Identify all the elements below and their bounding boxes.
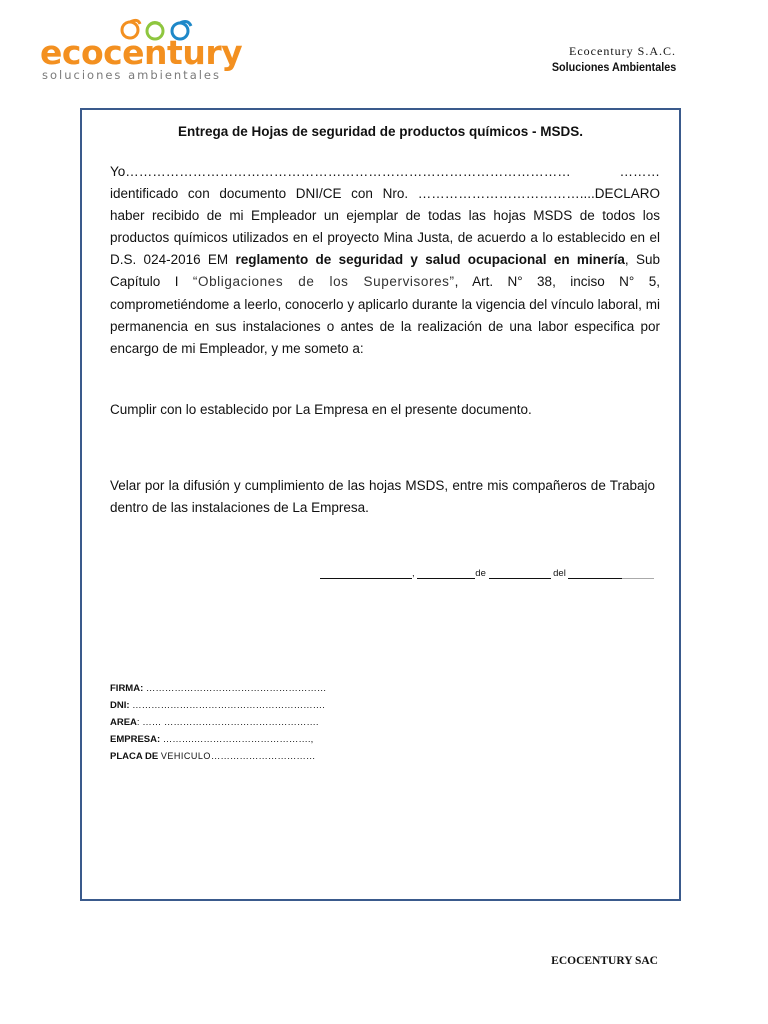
form-frame xyxy=(80,108,681,901)
place-blank[interactable] xyxy=(320,569,412,579)
empresa-label: EMPRESA: xyxy=(110,734,161,745)
regulation-name: reglamento de seguridad y salud ocupacional en minería xyxy=(235,252,625,268)
logo-wordmark: ecocentury xyxy=(40,33,243,72)
empresa-row[interactable] xyxy=(110,731,326,748)
year-blank-cont xyxy=(622,569,654,579)
name-blank: ……………………………………………………………………………………… xyxy=(125,164,571,179)
footer-company: ECOCENTURY SAC xyxy=(551,955,658,967)
company-subtitle: Soluciones Ambientales xyxy=(551,60,676,74)
empresa-blank: ……….………………………………., xyxy=(160,734,314,745)
firma-blank: ………………………………………………… xyxy=(143,683,327,694)
declaro-text: ....DECLARO haber recibido de mi Empleador un ejemplar de todas las hojas MSDS de todos los productos químicos utilizados en el proyecto Mina Justa, de acuerdo a lo establecido en el D.S. 024-2016 EM xyxy=(110,186,660,268)
document-title: Entrega de Hojas de seguridad de productos químicos - MSDS. xyxy=(177,124,584,139)
company-logo xyxy=(40,16,250,80)
diffusion-paragraph: Velar por la difusión y cumplimiento de las hojas MSDS, entre mis compañeros de Trabajo dentro de las instalaciones de La Empresa. xyxy=(110,478,655,515)
date-del: del xyxy=(553,568,566,579)
id-text: identificado con documento DNI/CE con Nro. xyxy=(110,186,418,202)
yo-text: Yo xyxy=(110,164,126,179)
logo-tagline: soluciones ambientales xyxy=(42,68,222,82)
date-comma: , xyxy=(412,568,415,579)
area-row[interactable] xyxy=(110,714,326,731)
subchapter-text: , Sub Capítulo I xyxy=(110,252,660,290)
day-blank[interactable] xyxy=(417,569,475,579)
date-line xyxy=(320,568,654,579)
firma-label: FIRMA: xyxy=(110,683,144,694)
vehiculo-label: VEHICULO xyxy=(160,751,211,761)
year-blank[interactable] xyxy=(568,569,622,579)
name-blank-cont: ……… xyxy=(619,164,660,179)
company-header xyxy=(538,43,676,75)
placa-label: PLACA DE xyxy=(110,751,161,762)
date-de: de xyxy=(475,568,486,579)
dni-label: DNI: xyxy=(110,700,130,711)
placa-row[interactable] xyxy=(110,748,326,765)
firma-row[interactable] xyxy=(110,680,326,697)
dni-row[interactable] xyxy=(110,697,326,714)
id-number-blank: ……………………………… xyxy=(417,186,580,202)
dni-blank: ……………………………………………………. xyxy=(129,700,325,711)
month-blank[interactable] xyxy=(489,569,551,579)
area-label: AREA xyxy=(110,717,137,728)
compliance-paragraph: Cumplir con lo establecido por La Empresa en el presente documento. xyxy=(110,402,532,417)
signature-fields xyxy=(110,680,326,765)
obligations-quote: “Obligaciones de los Supervisores” xyxy=(192,274,455,290)
declaration-paragraph xyxy=(110,161,660,360)
company-name: Ecocentury S.A.C. xyxy=(569,44,676,58)
commitment-text: , Art. N° 38, inciso N° 5, comprometiéndome a leerlo, conocerlo y aplicarlo durante la vigencia del vínculo laboral, mi permanencia en sus instalaciones o antes de la realización de una labor especifica por encargo de mi Empleador, y me someto a: xyxy=(110,274,660,356)
placa-blank: …………………………… xyxy=(210,751,316,762)
area-blank: : …… …………………………………………. xyxy=(136,717,319,728)
